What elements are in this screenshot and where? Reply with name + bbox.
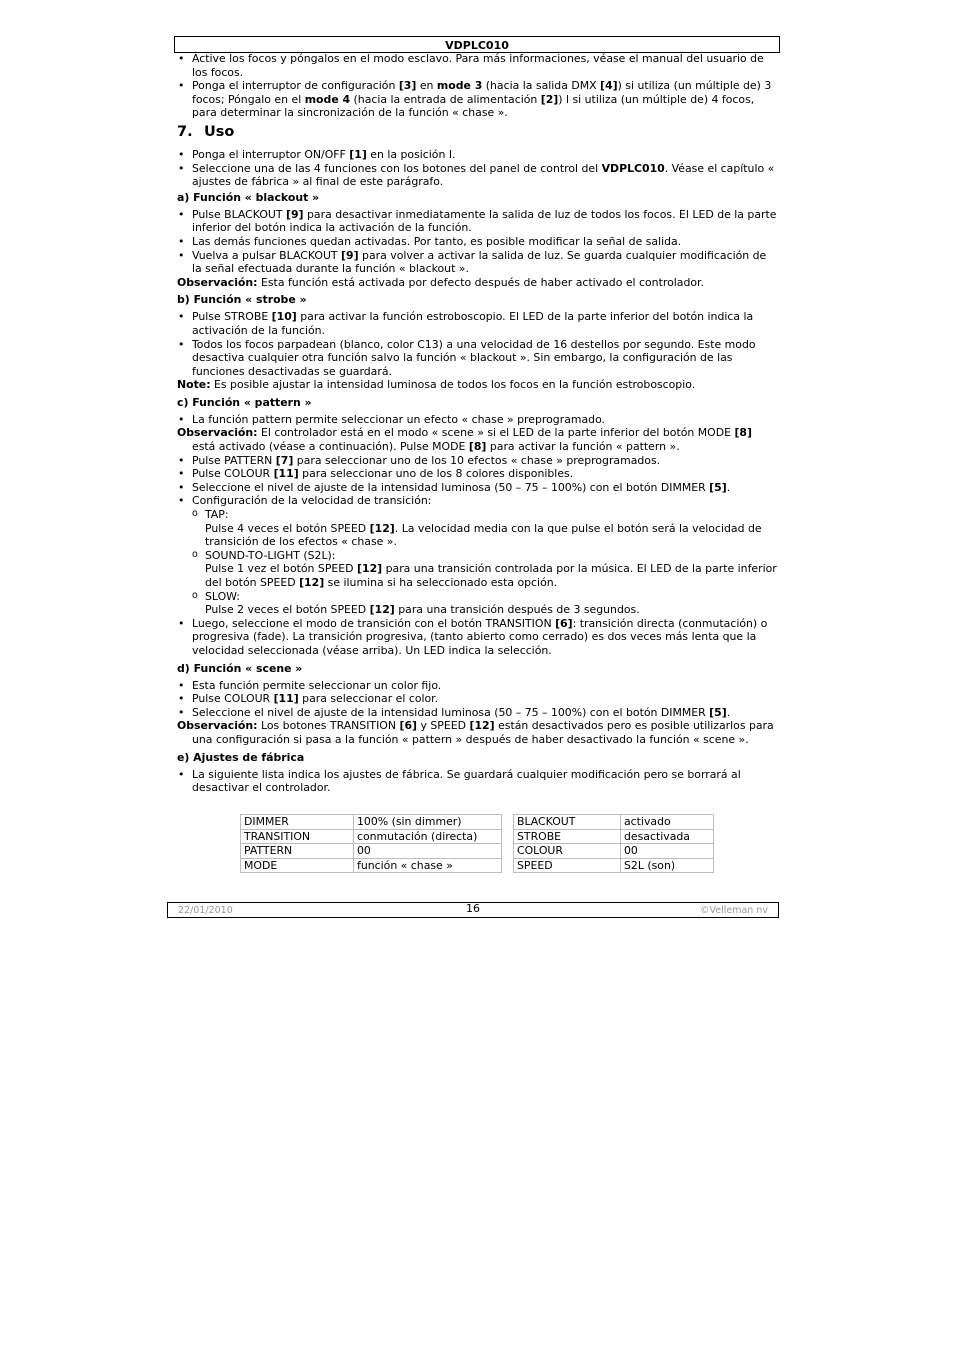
setting-key: PATTERN (241, 844, 354, 859)
intro-list (177, 52, 777, 120)
factory-heading: e) Ajustes de fábrica (177, 750, 305, 764)
list-item: • Pulse PATTERN [7] para seleccionar uno de los 10 efectos « chase » preprogramados. (177, 454, 777, 468)
section-heading (177, 124, 777, 141)
factory-settings-table-right (513, 814, 714, 873)
strobe-note (177, 378, 777, 392)
note-text: Esta función está activada por defecto después de haber activado el controlador. (257, 275, 704, 289)
table-row (514, 829, 714, 844)
pattern-note (177, 426, 777, 453)
setting-key: SPEED (514, 858, 621, 873)
setting-value: función « chase » (354, 858, 502, 873)
list-item: • Pulse COLOUR [11] para seleccionar el color. (177, 692, 777, 706)
setting-value: S2L (son) (621, 858, 714, 873)
list-item: • Luego, seleccione el modo de transición con el botón TRANSITION [6]: transición directa (conmutación) o progresiva (fade). La transición progresiva, (tanto abierto como cerrado) es dos veces más lenta que la velocidad seleccionada (véase arriba). Un LED indica la selección. (177, 617, 777, 658)
table-row (241, 844, 502, 859)
blackout-note (177, 276, 777, 290)
setting-value: conmutación (directa) (354, 829, 502, 844)
pattern-heading: c) Función « pattern » (177, 395, 312, 409)
page-number: 16 (466, 902, 480, 915)
setting-value: activado (621, 815, 714, 830)
list-item: • Ponga el interruptor ON/OFF [1] en la posición I. (177, 148, 777, 162)
list-item: • La siguiente lista indica los ajustes de fábrica. Se guardará cualquier modificación pero se borrará al desactivar el controlador. (177, 768, 777, 795)
note-label: Observación: (177, 275, 258, 289)
setting-value: 00 (621, 844, 714, 859)
blackout-list (177, 208, 777, 276)
pattern-list (177, 454, 777, 658)
list-item: • Seleccione el nivel de ajuste de la intensidad luminosa (50 – 75 – 100%) con el botón DIMMER [5]. (177, 706, 777, 720)
speed-option-slow (177, 590, 777, 617)
option-name: TAP: (205, 508, 229, 522)
setting-key: COLOUR (514, 844, 621, 859)
strobe-heading: b) Función « strobe » (177, 293, 307, 307)
list-item: • Seleccione el nivel de ajuste de la intensidad luminosa (50 – 75 – 100%) con el botón DIMMER [5]. (177, 481, 777, 495)
page-header (174, 36, 780, 53)
note-label: Observación: (177, 426, 258, 440)
scene-note (177, 719, 777, 746)
list-item: • Pulse STROBE [10] para activar la función estroboscopio. El LED de la parte inferior del botón indica la activación de la función. (177, 310, 777, 337)
table-row (514, 844, 714, 859)
list-item: • Pulse COLOUR [11] para seleccionar uno de los 8 colores disponibles. (177, 467, 777, 481)
factory-list (177, 768, 777, 795)
table-row (241, 858, 502, 873)
footer-copyright: ©Velleman nv (700, 905, 768, 916)
list-item (177, 494, 777, 616)
option-name: SOUND-TO-LIGHT (S2L): (205, 548, 336, 562)
list-item: • Las demás funciones quedan activadas. Por tanto, es posible modificar la señal de salida. (177, 235, 777, 249)
list-item: • Esta función permite seleccionar un color fijo. (177, 679, 777, 693)
setting-key: STROBE (514, 829, 621, 844)
strobe-list (177, 310, 777, 378)
scene-list (177, 679, 777, 720)
option-text: Pulse 2 veces el botón SPEED [12] para una transición después de 3 segundos. (205, 603, 640, 617)
table-row (241, 815, 502, 830)
setting-value: desactivada (621, 829, 714, 844)
setting-key: DIMMER (241, 815, 354, 830)
setting-value: 100% (sin dimmer) (354, 815, 502, 830)
setting-key: TRANSITION (241, 829, 354, 844)
note-label: Observación: (177, 719, 258, 733)
factory-settings-table-left (240, 814, 502, 873)
note-label: Note: (177, 378, 211, 392)
section-title: Uso (204, 123, 235, 140)
setting-key: BLACKOUT (514, 815, 621, 830)
scene-heading: d) Función « scene » (177, 661, 303, 675)
setting-value: 00 (354, 844, 502, 859)
option-name: SLOW: (205, 589, 240, 603)
pattern-intro-list (177, 413, 777, 427)
list-item: • Active los focos y póngalos en el modo esclavo. Para más informaciones, véase el manual del usuario de los focos. (177, 52, 777, 79)
option-text: Pulse 4 veces el botón SPEED [12]. La velocidad media con la que pulse el botón será la velocidad de transición de los efectos « chase ». (205, 521, 762, 549)
blackout-heading: a) Función « blackout » (177, 190, 320, 204)
list-item: • Vuelva a pulsar BLACKOUT [9] para volver a activar la salida de luz. Se guarda cualquier modificación de la señal efectuada durante la función « blackout ». (177, 249, 777, 276)
list-item: • Todos los focos parpadean (blanco, color C13) a una velocidad de 16 destellos por segundo. Este modo desactiva cualquier otra función salvo la función « blackout ». Sin embargo, la configuración de las funciones desactivadas se guardará. (177, 338, 777, 379)
speed-options-list (177, 508, 777, 617)
note-text: Es posible ajustar la intensidad luminosa de todos los focos en la función estroboscopio. (210, 378, 696, 392)
table-row (514, 858, 714, 873)
speed-option-s2l (177, 549, 777, 590)
uso-list (177, 148, 777, 189)
table-row (514, 815, 714, 830)
note-text: El controlador está en el modo « scene » si el LED de la parte inferior del botón MODE [8] está activado (véase a continuación). Pulse MODE [8] para activar la función « pattern ». (192, 426, 752, 454)
speed-config-label: Configuración de la velocidad de transición: (192, 494, 432, 508)
option-text: Pulse 1 vez el botón SPEED [12] para una transición controlada por la música. El LED de la parte inferior del botón SPEED [12] se ilumina si ha seleccionado esta opción. (205, 562, 777, 589)
page-footer (167, 902, 779, 918)
table-row (241, 829, 502, 844)
list-item: • Ponga el interruptor de configuración [3] en mode 3 (hacia la salida DMX [4]) si utiliza (un múltiple de) 3 focos; Póngalo en el mode 4 (hacia la entrada de alimentación [2]) l si utiliza (un múltiple de) 4 focos, para determinar la sincronización de la función « chase ». (177, 79, 777, 120)
section-number: 7. (177, 123, 193, 140)
list-item: • Seleccione una de las 4 funciones con los botones del panel de control del VDPLC010. Véase el capítulo « ajustes de fábrica » al final de este parágrafo. (177, 162, 777, 189)
list-item: • Pulse BLACKOUT [9] para desactivar inmediatamente la salida de luz de todos los focos. El LED de la parte inferior del botón indica la activación de la función. (177, 208, 777, 235)
header-title: VDPLC010 (445, 39, 509, 52)
list-item: • La función pattern permite seleccionar un efecto « chase » preprogramado. (177, 413, 777, 427)
footer-date: 22/01/2010 (178, 905, 233, 916)
page-content (177, 52, 777, 795)
setting-key: MODE (241, 858, 354, 873)
note-text: Los botones TRANSITION [6] y SPEED [12] están desactivados pero es posible utilizarlos para una configuración si pasa a la función « pattern » después de haber desactivado la función « scene ». (192, 719, 774, 746)
speed-option-tap (177, 508, 777, 549)
